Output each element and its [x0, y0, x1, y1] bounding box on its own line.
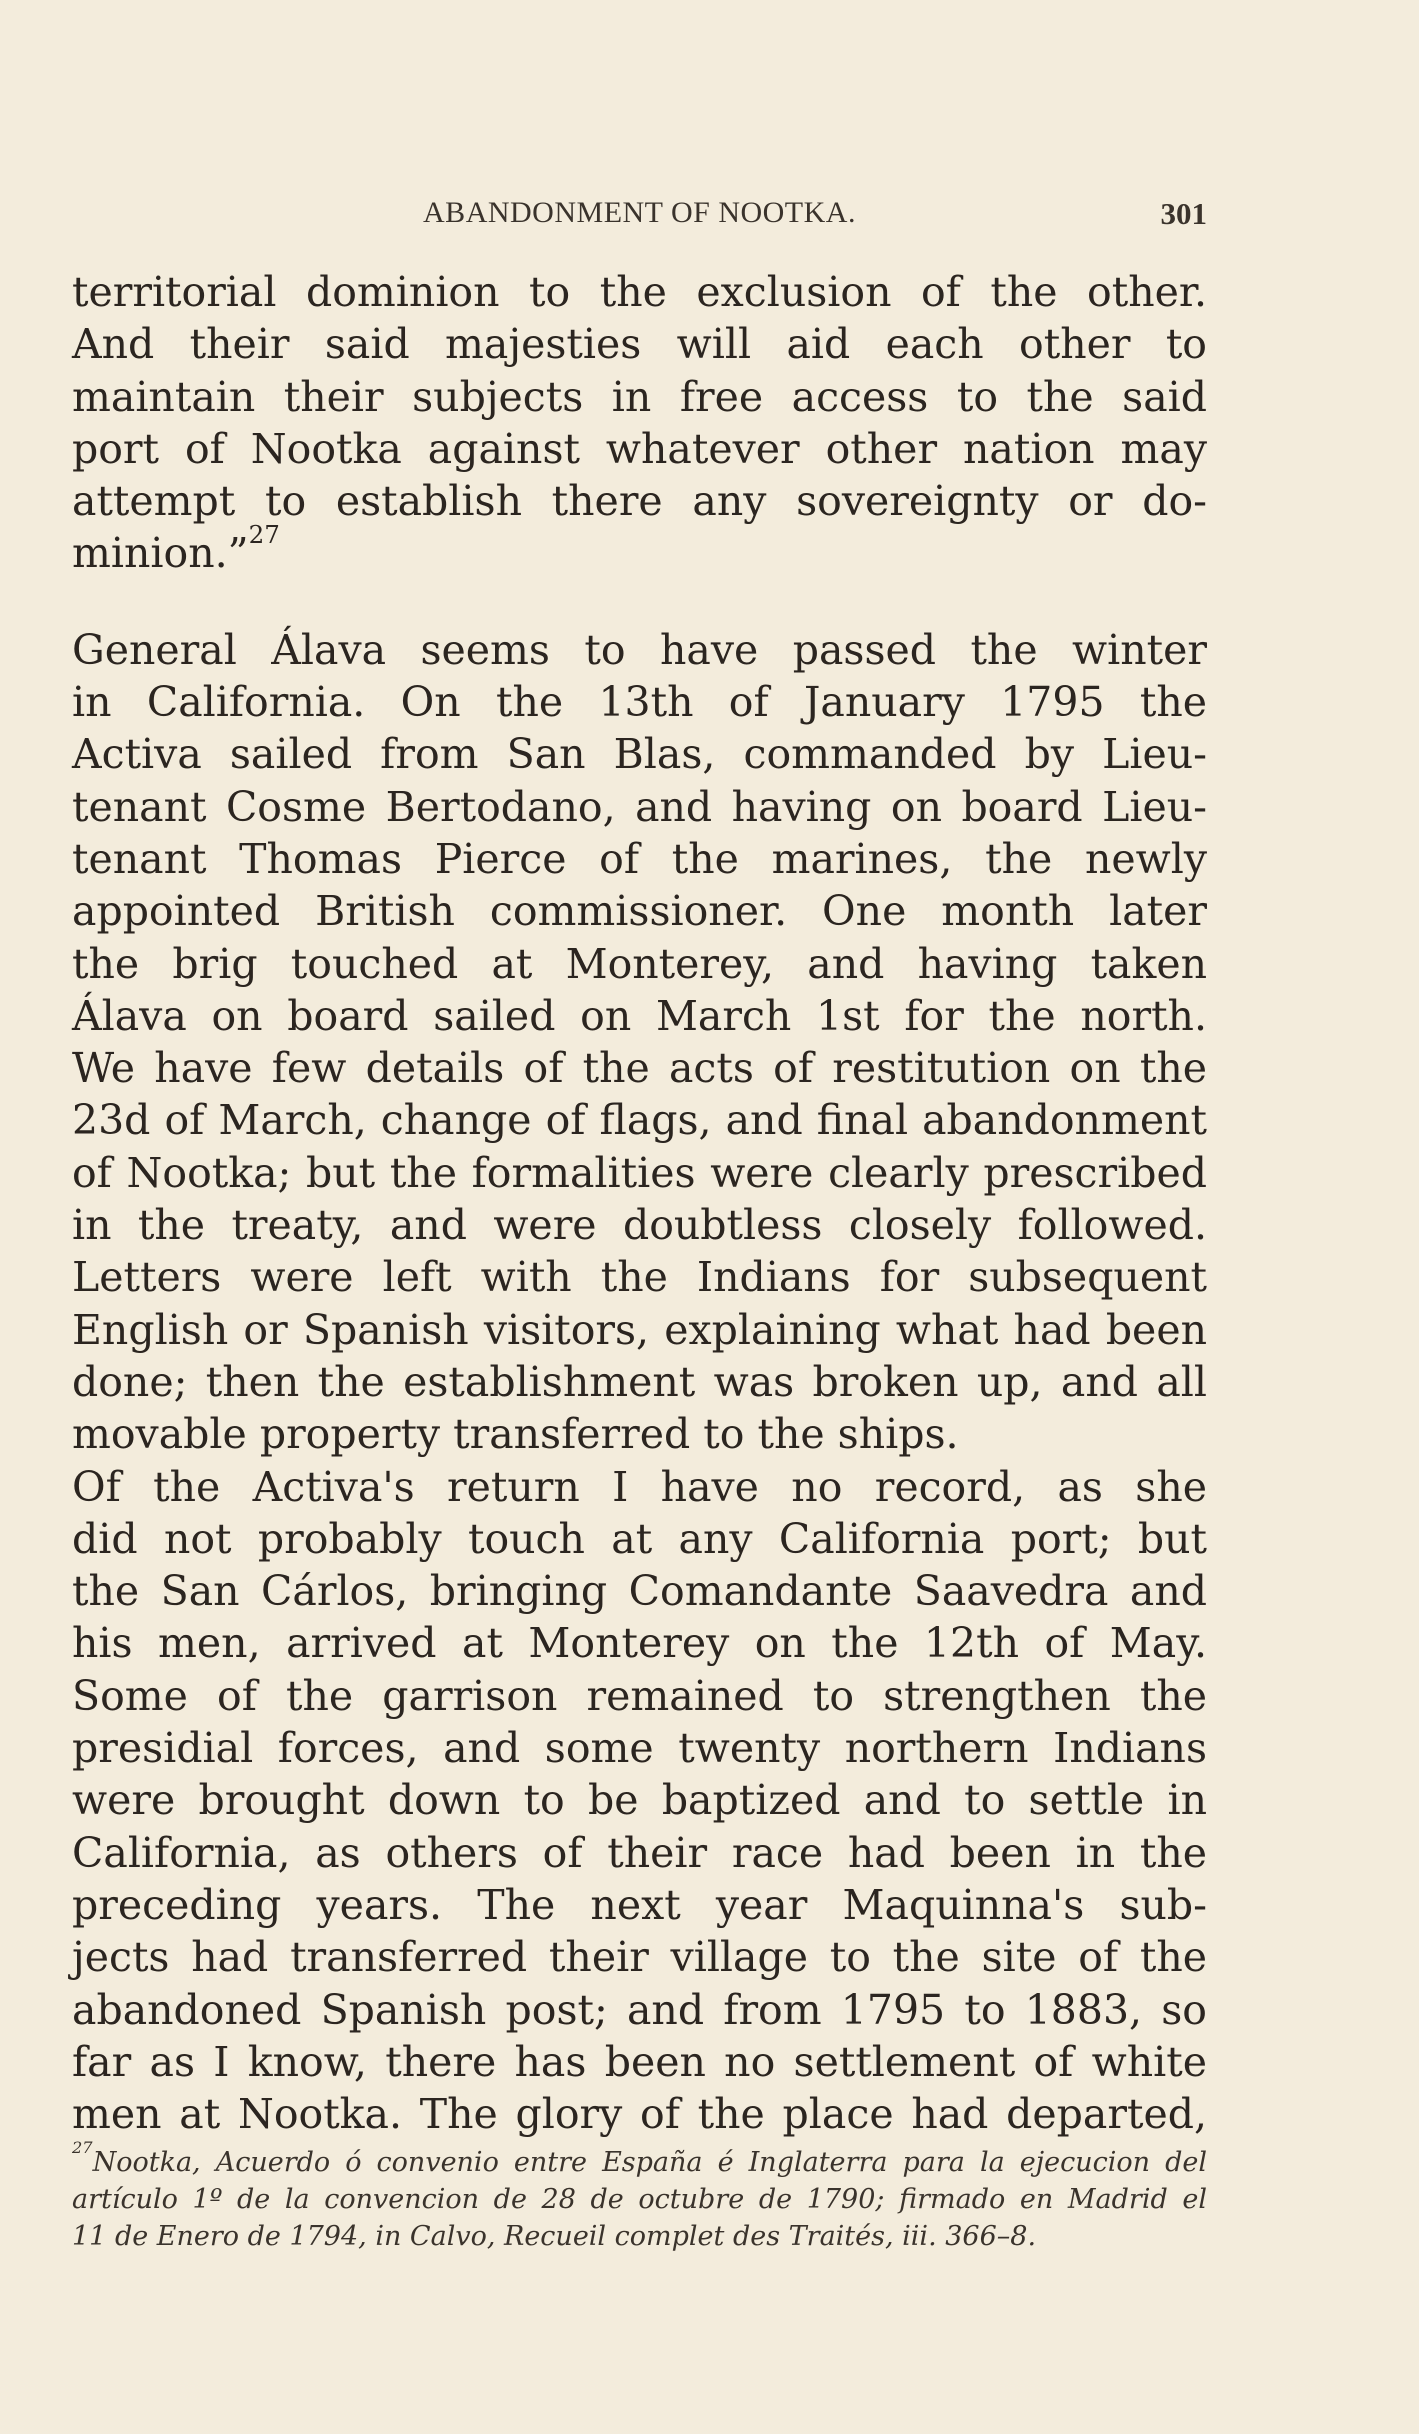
footnote-line — [72, 2138, 1207, 2181]
text-line: Some of the garrison remained to strengthen the — [72, 1671, 1207, 1720]
paragraph-2 — [72, 624, 1207, 1461]
footnote-text: Nootka, Acuerdo ó convenio entre España é Inglaterra para la ejecucion del — [92, 2147, 1207, 2178]
text-line: the San Cárlos, bringing Comandante Saavedra and — [72, 1567, 1207, 1616]
text-line: abandoned Spanish post; and from 1795 to 1883, so — [72, 1985, 1207, 2034]
text-line: did not probably touch at any California port; but — [72, 1514, 1207, 1563]
text-line: men at Nootka. The glory of the place had departed, — [72, 2090, 1207, 2139]
text-line: preceding years. The next year Maquinna's sub- — [72, 1880, 1207, 1929]
text-line: And their said majesties will aid each other to — [72, 320, 1207, 369]
text-line: jects had transferred their village to the site of the — [72, 1933, 1207, 1982]
text-line: movable property transferred to the ships. — [72, 1410, 959, 1459]
paragraph-3 — [72, 1461, 1207, 2141]
text-line: tenant Thomas Pierce of the marines, the newly — [72, 834, 1207, 883]
text-line: of Nootka; but the formalities were clearly prescribed — [72, 1148, 1207, 1197]
text-line: done; then the establishment was broken up, and all — [72, 1357, 1207, 1406]
text-line: port of Nootka against whatever other nation may — [72, 424, 1207, 473]
text-line — [72, 520, 1207, 579]
footnote-ref[interactable]: 27 — [248, 520, 280, 550]
text-line: Letters were left with the Indians for subsequent — [72, 1253, 1207, 1302]
body-text — [72, 266, 1207, 2140]
text-line: in California. On the 13th of January 1795 the — [72, 678, 1207, 727]
text-line: Álava on board sailed on March 1st for the north. — [72, 991, 1207, 1040]
footnote-line: artículo 1º de la convencion de 28 de octubre de 1790; firmado en Madrid el — [72, 2184, 1207, 2215]
text-line: far as I know, there has been no settlement of white — [72, 2037, 1207, 2086]
text-line: tenant Cosme Bertodano, and having on board Lieu- — [72, 782, 1207, 831]
paragraph-1 — [72, 266, 1207, 580]
paragraph-gap — [72, 580, 1207, 624]
page-number: 301 — [1160, 196, 1207, 231]
footnote — [72, 2138, 1207, 2255]
text-line: 23d of March, change of flags, and final abandonment — [72, 1096, 1207, 1145]
text-line: attempt to establish there any sovereignty or do- — [72, 477, 1207, 526]
text-line: Activa sailed from San Blas, commanded by Lieu- — [72, 730, 1207, 779]
footnote-line: 11 de Enero de 1794, in Calvo, Recueil complet des Traités, iii. 366–8. — [72, 2221, 1037, 2252]
text-line: appointed British commissioner. One month later — [72, 887, 1207, 936]
text-line: the brig touched at Monterey, and having taken — [72, 939, 1207, 988]
text-line: territorial dominion to the exclusion of the other. — [72, 268, 1207, 316]
text-line-content: minion.” — [72, 529, 249, 578]
running-head — [72, 196, 1207, 240]
text-line: California, as others of their race had been in the — [72, 1828, 1207, 1877]
text-line: maintain their subjects in free access to the said — [72, 372, 1207, 421]
text-line: General Álava seems to have passed the winter — [72, 625, 1207, 674]
text-line: English or Spanish visitors, explaining what had been — [72, 1305, 1207, 1354]
running-title: ABANDONMENT OF NOOTKA. — [423, 196, 856, 229]
text-line: We have few details of the acts of restitution on the — [72, 1044, 1207, 1093]
text-line: in the treaty, and were doubtless closely followed. — [72, 1201, 1207, 1250]
text-line: his men, arrived at Monterey on the 12th of May. — [72, 1619, 1207, 1668]
text-line: Of the Activa's return I have no record, as she — [72, 1462, 1207, 1511]
text-line: presidial forces, and some twenty northern Indians — [72, 1724, 1207, 1773]
footnote-number: 27 — [72, 2138, 93, 2157]
text-line: were brought down to be baptized and to settle in — [72, 1776, 1207, 1825]
